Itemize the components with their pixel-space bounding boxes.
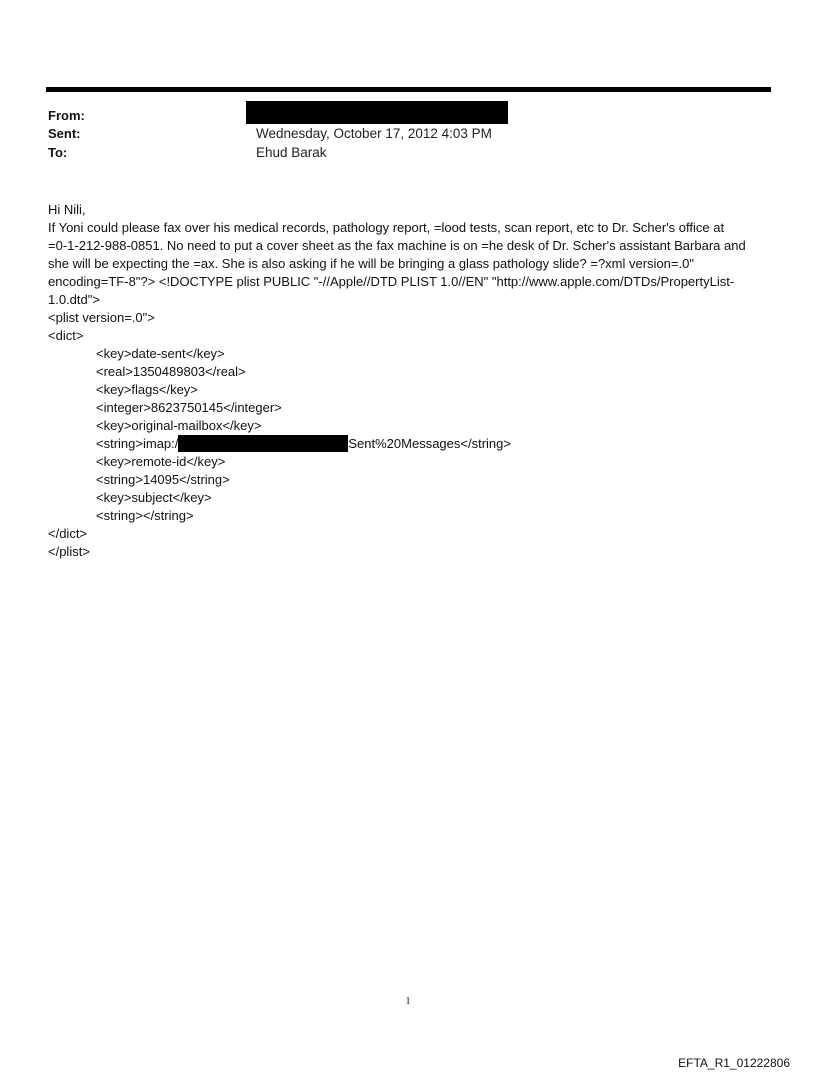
header-rule	[46, 87, 771, 92]
greeting: Hi Nili,	[48, 202, 86, 217]
to-value: Ehud Barak	[256, 145, 327, 160]
body-line-4: encoding=TF-8"?> <!DOCTYPE plist PUBLIC "-//Apple//DTD PLIST 1.0//EN" "http://www.apple.com/DTDs/PropertyList-	[48, 274, 735, 289]
key-remote-id: <key>remote-id</key>	[96, 454, 226, 469]
mailbox-redaction	[178, 435, 348, 452]
key-original-mailbox: <key>original-mailbox</key>	[96, 418, 262, 433]
value-date-sent: <real>1350489803</real>	[96, 364, 246, 379]
key-date-sent: <key>date-sent</key>	[96, 346, 225, 361]
from-label: From:	[48, 108, 85, 123]
value-subject: <string></string>	[96, 508, 194, 523]
plist-open: <plist version=.0">	[48, 310, 155, 325]
mailbox-suffix: Sent%20Messages</string>	[348, 436, 511, 451]
key-flags: <key>flags</key>	[96, 382, 198, 397]
key-subject: <key>subject</key>	[96, 490, 212, 505]
to-label: To:	[48, 145, 68, 160]
body-line-3: she will be expecting the =ax. She is also asking if he will be bringing a glass pathology slide? =?xml version=.0"	[48, 256, 694, 271]
body-line-2: =0-1-212-988-0851. No need to put a cover sheet as the fax machine is on =he desk of Dr. Scher's assistant Barbara and	[48, 238, 746, 253]
dict-close: </dict>	[48, 526, 88, 541]
page-number: 1	[405, 996, 411, 1007]
dict-open: <dict>	[48, 328, 84, 343]
mailbox-prefix: <string>imap:/	[96, 436, 179, 451]
value-remote-id: <string>14095</string>	[96, 472, 230, 487]
value-original-mailbox	[48, 435, 768, 453]
body-line-1: If Yoni could please fax over his medical records, pathology report, =lood tests, scan report, etc to Dr. Scher's office at	[48, 220, 725, 235]
sent-value: Wednesday, October 17, 2012 4:03 PM	[256, 126, 492, 141]
sent-label: Sent:	[48, 126, 81, 141]
value-flags: <integer>8623750145</integer>	[96, 400, 282, 415]
plist-close: </plist>	[48, 544, 90, 559]
email-body	[48, 201, 768, 561]
from-redaction	[246, 101, 508, 124]
document-id: EFTA_R1_01222806	[678, 1056, 790, 1070]
body-line-5: 1.0.dtd">	[48, 292, 100, 307]
